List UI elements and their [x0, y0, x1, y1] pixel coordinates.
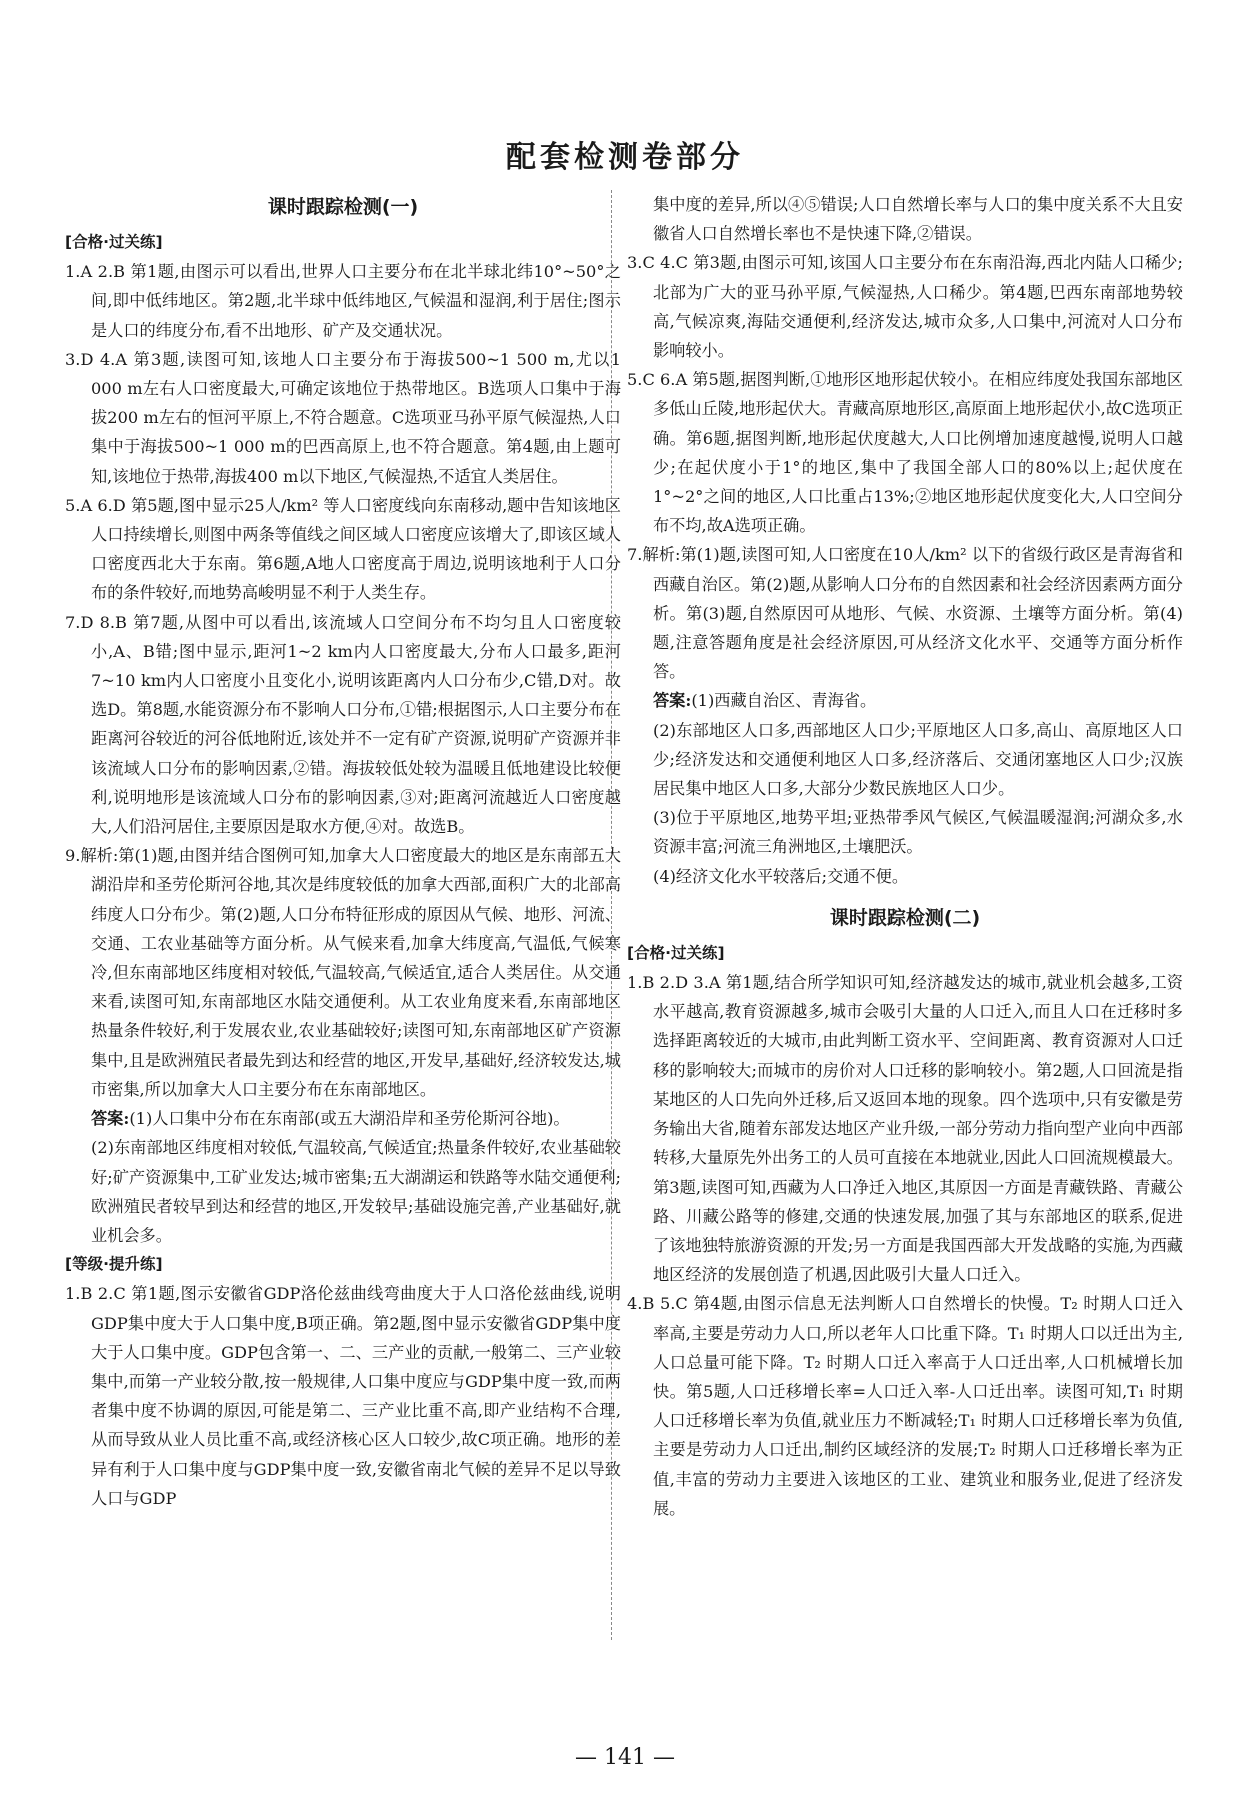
answer-block: [627, 686, 1183, 715]
answer-label: 答案:: [653, 691, 692, 711]
answer-item: 3.D 4.A 第3题,读图可知,该地人口主要分布于海拔500~1 500 m,尤以1 000 m左右人口密度最大,可确定该地位于热带地区。B选项人口集中于海拔200 m左右的恒河平原上,不符合题意。C选项亚马孙平原气候湿热,人口集中于海拔500~1 000 m的巴西高原上,也不符合题意。第4题,由上题可知,该地位于热带,海拔400 m以下地区,气候湿热,不适宜人类居住。: [65, 349, 621, 486]
answer-text: (2)东南部地区纬度相对较低,气温较高,气候适宜;热量条件较好,农业基础较好;矿产资源集中,工矿业发达;城市密集;五大湖湖运和铁路等水陆交通便利;欧洲殖民者较早到达和经营的地区,开发较早;基础设施完善,产业基础好,就业机会多。: [91, 1138, 621, 1245]
answer-item: 1.A 2.B 第1题,由图示可以看出,世界人口主要分布在北半球北纬10°~50°之间,即中低纬地区。第2题,北半球中低纬地区,气候温和湿润,利于居住;图示是人口的纬度分布,看不出地形、矿产及交通状况。: [65, 262, 621, 340]
right-column: [627, 190, 1183, 1523]
answer-text: (3)位于平原地区,地势平坦;亚热带季风气候区,气候温暖湿润;河湖众多,水资源丰富;河流三角洲地区,土壤肥沃。: [653, 808, 1183, 857]
answer-text: (2)东部地区人口多,西部地区人口少;平原地区人口多,高山、高原地区人口少;经济发达和交通便利地区人口多,经济落后、交通闭塞地区人口少;汉族居民集中地区人口多,大部分少数民族地区人口少。: [653, 720, 1183, 799]
subheading: [等级·提升练]: [65, 1255, 163, 1274]
page-title: 配套检测卷部分: [506, 140, 744, 175]
page-number: — 141 —: [575, 1745, 675, 1770]
answer-text: (1)人口集中分布在东南部(或五大湖沿岸和圣劳伦斯河谷地)。: [129, 1109, 570, 1129]
left-column: [65, 190, 621, 1513]
answer-text: (4)经济文化水平较落后;交通不便。: [653, 866, 909, 886]
answer-item: 1.B 2.C 第1题,图示安徽省GDP洛伦兹曲线弯曲度大于人口洛伦兹曲线,说明GDP集中度大于人口集中度,B项正确。第2题,图中显示安徽省GDP集中度大于人口集中度。GDP包含第一、二、三产业的贡献,一般第二、三产业较集中,而第一产业较分散,按一般规律,人口集中度应与GDP集中度一致,而两者集中度不协调的原因,可能是第二、三产业比重不高,即产业结构不合理,从而导致从业人员比重不高,或经济核心区人口较少,故C项正确。地形的差异有利于人口集中度与GDP集中度一致,安徽省南北气候的差异不足以导致人口与GDP: [65, 1284, 621, 1508]
answer-item: 5.A 6.D 第5题,图中显示25人/km² 等人口密度线向东南移动,题中告知该地区人口持续增长,则图中两条等值线之间区域人口密度应该增大了,即该区域人口密度西北大于东南。第6题,A地人口密度高于周边,说明该地利于人口分布的条件较好,而地势高峻明显不利于人类生存。: [65, 495, 621, 603]
answer-item: 7.解析:第(1)题,读图可知,人口密度在10人/km² 以下的省级行政区是青海省和西藏自治区。第(2)题,从影响人口分布的自然因素和社会经济因素两方面分析。第(3)题,自然原因可从地形、气候、水资源、土壤等方面分析。第(4)题,注意答题角度是社会经济原因,可从经济文化水平、交通等方面分析作答。: [627, 545, 1183, 682]
answer-item: 5.C 6.A 第5题,据图判断,①地形区地形起伏较小。在相应纬度处我国东部地区多低山丘陵,地形起伏大。青藏高原地形区,高原面上地形起伏小,故C选项正确。第6题,据图判断,地形起伏度越大,人口比例增加速度越慢,说明人口越少;在起伏度小于1°的地区,集中了我国全部人口的80%以上;起伏度在1°~2°之间的地区,人口比重占13%;②地区地形起伏度变化大,人口空间分布不均,故A选项正确。: [627, 370, 1183, 536]
subheading: [合格·过关练]: [627, 943, 725, 962]
answer-block: [65, 1104, 621, 1133]
answer-text: (1)西藏自治区、青海省。: [691, 691, 877, 711]
answer-label: 答案:: [91, 1109, 130, 1129]
subheading: [合格·过关练]: [65, 233, 163, 251]
section-title: 课时跟踪检测(一): [267, 196, 419, 218]
answer-item: 3.C 4.C 第3题,由图示可知,该国人口主要分布在东南沿海,西北内陆人口稀少;北部为广大的亚马孙平原,气候湿热,人口稀少。第4题,巴西东南部地势较高,气候凉爽,海陆交通便利,经济发达,城市众多,人口集中,河流对人口分布影响较小。: [627, 253, 1183, 361]
section-title: 课时跟踪检测(二): [829, 906, 981, 929]
answer-item: 4.B 5.C 第4题,由图示信息无法判断人口自然增长的快慢。T₂ 时期人口迁入率高,主要是劳动力人口,所以老年人口比重下降。T₁ 时期人口以迁出为主,人口总量可能下降。T₂ 时期人口迁入率高于人口迁出率,人口机械增长加快。第5题,人口迁移增长率=人口迁入率-人口迁出率。读图可知,T₁ 时期人口迁移增长率为负值,就业压力不断减轻;T₁ 时期人口迁移增长率为负值,主要是劳动力人口迁出,制约区域经济的发展;T₂ 时期人口迁移增长率为正值,丰富的劳动力主要进入该地区的工业、建筑业和服务业,促进了经济发展。: [627, 1294, 1183, 1518]
answer-item: 1.B 2.D 3.A 第1题,结合所学知识可知,经济越发达的城市,就业机会越多,工资水平越高,教育资源越多,城市会吸引大量的人口迁入,而且人口在迁移时多选择距离较近的大城市,由此判断工资水平、空间距离、教育资源对人口迁移的影响较大;而城市的房价对人口迁移的影响较小。第2题,人口回流是指某地区的人口先向外迁移,后又返回本地的现象。四个选项中,只有安徽是劳务输出大省,随着东部发达地区产业升级,一部分劳动力指向型产业向中西部转移,大量原先外出务工的人员可直接在本地就业,因此人口回流规模最大。第3题,读图可知,西藏为人口净迁入地区,其原因一方面是青藏铁路、青藏公路、川藏公路等的修建,交通的快速发展,加强了其与东部地区的联系,促进了该地独特旅游资源的开发;另一方面是我国西部大开发战略的实施,为西藏地区经济的发展创造了机遇,因此吸引大量人口迁入。: [627, 973, 1183, 1285]
answer-continuation: 集中度的差异,所以④⑤错误;人口自然增长率与人口的集中度关系不大且安徽省人口自然增长率也不是快速下降,②错误。: [653, 195, 1183, 244]
answer-item: 7.D 8.B 第7题,从图中可以看出,该流域人口空间分布不均匀且人口密度较小,A、B错;图中显示,距河1~2 km内人口密度最大,分布人口最多,距河7~10 km内人口密度小且变化小,说明该距离内人口分布少,C错,D对。故选D。第8题,水能资源分布不影响人口分布,①错;根据图示,人口主要分布在距离河谷较近的河谷低地附近,该处并不一定有矿产资源,说明矿产资源并非该流域人口分布的影响因素,②错。海拔较低处较为温暖且低地建设比较便利,说明地形是该流域人口分布的影响因素,③对;距离河流越近人口密度越大,人们沿河居住,主要原因是取水方便,④对。故选B。: [65, 612, 621, 837]
answer-item: 9.解析:第(1)题,由图并结合图例可知,加拿大人口密度最大的地区是东南部五大湖沿岸和圣劳伦斯河谷地,其次是纬度较低的加拿大西部,面积广大的北部高纬度人口分布少。第(2)题,人口分布特征形成的原因从气候、地形、河流、交通、工农业基础等方面分析。从气候来看,加拿大纬度高,气温低,气候寒冷,但东南部地区纬度相对较低,气温较高,气候适宜,适合人类居住。从交通来看,读图可知,东南部地区水陆交通便利。从工农业角度来看,东南部地区热量条件较好,利于发展农业,农业基础较好;读图可知,东南部地区矿产资源集中,且是欧洲殖民者最先到达和经营的地区,开发早,基础好,经济较发达,城市密集,所以加拿大人口主要分布在东南部地区。: [65, 846, 621, 1099]
